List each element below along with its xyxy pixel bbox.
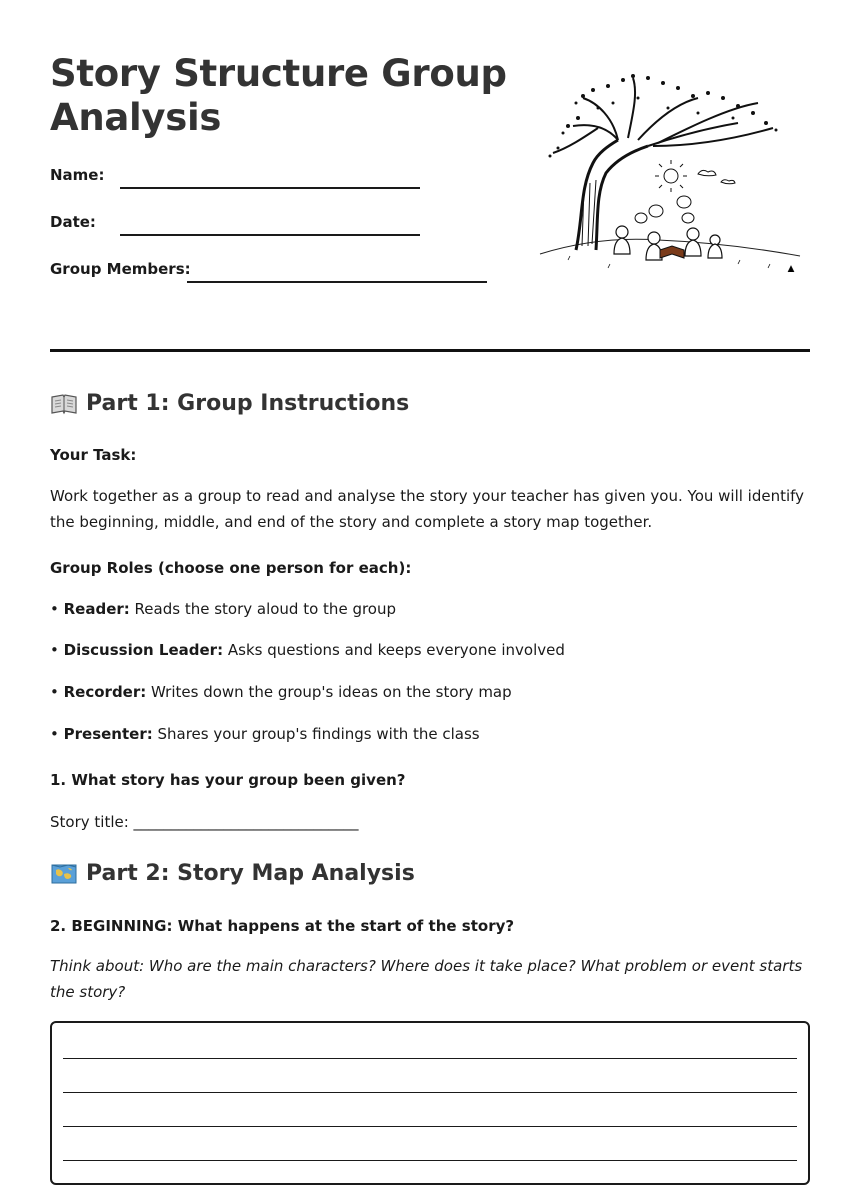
role-name: Recorder: <box>63 683 147 701</box>
role-name: Presenter: <box>63 725 153 743</box>
answer-line <box>63 1058 797 1059</box>
task-text: Work together as a group to read and analyse the story your teacher has given you. You will identify the beginning, middle, and end of the story and complete a story map together. <box>50 487 805 531</box>
part1-heading <box>50 390 409 418</box>
part2-heading <box>50 860 415 888</box>
open-book-icon <box>50 392 78 416</box>
role-item: • Discussion Leader: Asks questions and keeps everyone involved <box>50 641 565 659</box>
role-desc: Writes down the group's ideas on the story map <box>146 683 512 701</box>
role-desc: Reads the story aloud to the group <box>129 600 397 618</box>
role-item: • Presenter: Shares your group's findings with the class <box>50 725 480 743</box>
part2-heading-text: Part 2: Story Map Analysis <box>86 861 415 886</box>
name-label: Name: <box>50 166 105 184</box>
part1-heading-text: Part 1: Group Instructions <box>86 391 410 416</box>
page-title: Story Structure Group Analysis <box>50 52 507 139</box>
section-divider <box>50 349 810 352</box>
roles-label: Group Roles (choose one person for each): <box>50 559 412 577</box>
answer-line <box>63 1092 797 1093</box>
question-2: 2. BEGINNING: What happens at the start of the story? <box>50 917 515 935</box>
role-desc: Shares your group's findings with the class <box>152 725 480 743</box>
beginning-answer-box[interactable] <box>50 1021 810 1185</box>
role-name: Reader: <box>63 600 130 618</box>
date-label: Date: <box>50 213 96 231</box>
group-members-label: Group Members: <box>50 260 191 278</box>
question-2-hint: Think about: Who are the main characters? Where does it take place? What problem or event starts the story? <box>50 957 803 1001</box>
role-item: • Reader: Reads the story aloud to the group <box>50 600 397 618</box>
role-name: Discussion Leader: <box>63 641 224 659</box>
tree-reading-illustration <box>538 68 803 286</box>
answer-line <box>63 1126 797 1127</box>
story-title-field[interactable]: Story title: ______________________________ <box>50 813 359 831</box>
question-1: 1. What story has your group been given? <box>50 771 406 789</box>
role-item: • Recorder: Writes down the group's ideas on the story map <box>50 683 512 701</box>
role-desc: Asks questions and keeps everyone involved <box>223 641 565 659</box>
map-icon <box>50 862 78 886</box>
group-members-field[interactable] <box>187 281 487 283</box>
task-label: Your Task: <box>50 446 137 464</box>
date-field[interactable] <box>120 234 420 236</box>
name-field[interactable] <box>120 187 420 189</box>
